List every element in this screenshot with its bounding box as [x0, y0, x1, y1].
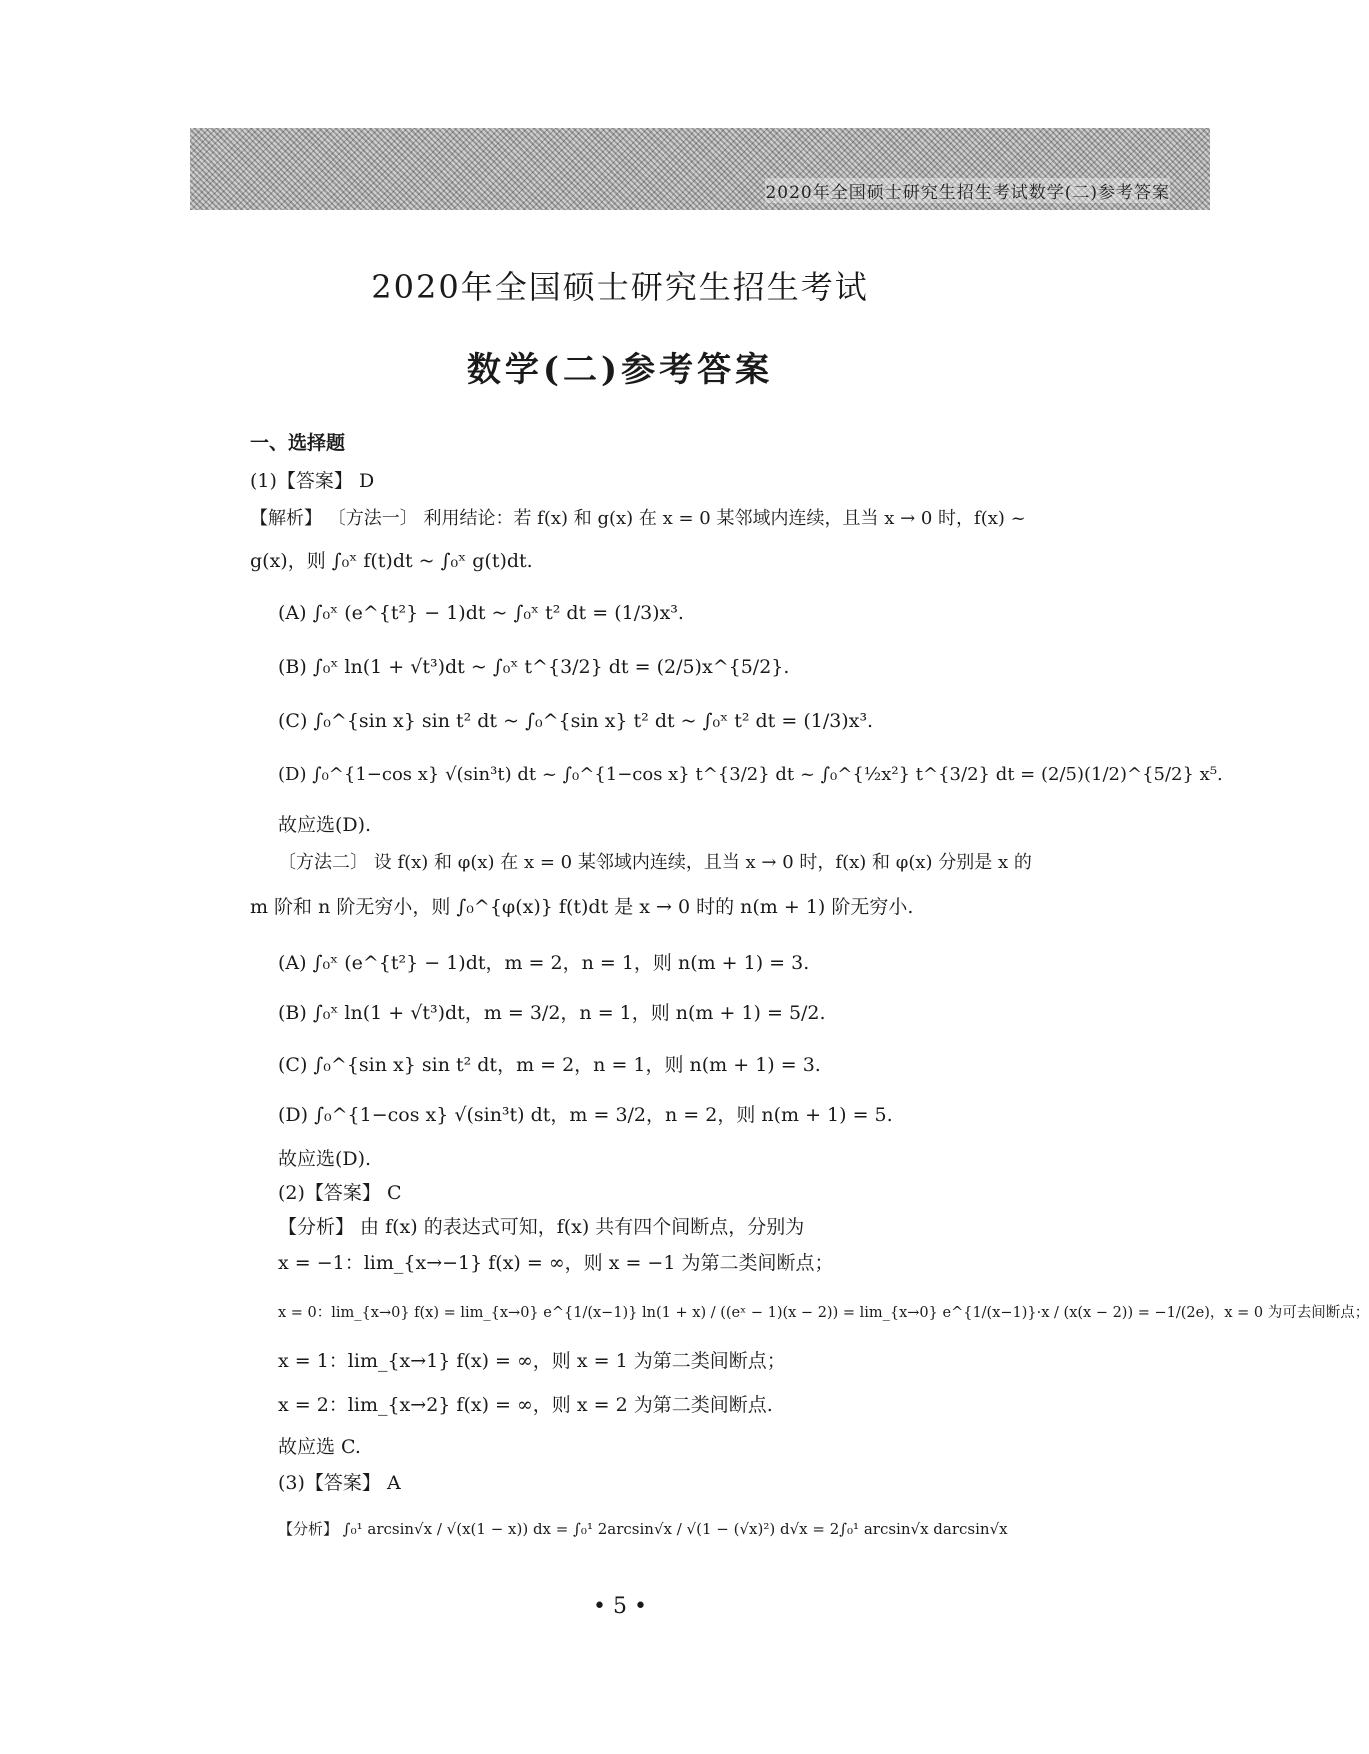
analysis-line: g(x)，则 ∫₀ˣ f(t)dt ~ ∫₀ˣ g(t)dt. — [250, 550, 533, 572]
formula-line: x = 1：lim_{x→1} f(x) = ∞，则 x = 1 为第二类间断点； — [278, 1350, 786, 1372]
answer-line: (3)【答案】 A — [278, 1472, 401, 1494]
formula-line: x = 2：lim_{x→2} f(x) = ∞，则 x = 2 为第二类间断点. — [278, 1394, 773, 1416]
running-header: 2020年全国硕士研究生招生考试数学(二)参考答案 — [765, 178, 1170, 203]
exam-title: 2020年全国硕士研究生招生考试 — [371, 268, 869, 306]
formula-line: (A) ∫₀ˣ (e^{t²} − 1)dt ~ ∫₀ˣ t² dt = (1/3)x³. — [278, 602, 684, 624]
formula-line: (C) ∫₀^{sin x} sin t² dt ~ ∫₀^{sin x} t² dt ~ ∫₀ˣ t² dt = (1/3)x³. — [278, 710, 874, 732]
exam-subtitle: 数学(二)参考答案 — [466, 350, 774, 390]
formula-line: (B) ∫₀ˣ ln(1 + √t³)dt ~ ∫₀ˣ t^{3/2} dt = (2/5)x^{5/2}. — [278, 656, 790, 678]
method-two-line: m 阶和 n 阶无穷小，则 ∫₀^{φ(x)} f(t)dt 是 x → 0 时的 n(m + 1) 阶无穷小. — [250, 896, 914, 918]
formula-line: 【分析】 ∫₀¹ arcsin√x / √(x(1 − x)) dx = ∫₀¹ 2arcsin√x / √(1 − (√x)²) d√x = 2∫₀¹ arcsin√x darcsin√x — [278, 1520, 1008, 1538]
conclusion-line: 故应选(D). — [278, 1148, 372, 1170]
answer-line: (1)【答案】 D — [250, 470, 375, 492]
formula-line: (D) ∫₀^{1−cos x} √(sin³t) dt，m = 3/2，n = 2，则 n(m + 1) = 5. — [278, 1104, 893, 1126]
answer-line: (2)【答案】 C — [278, 1182, 402, 1204]
page-number: • 5 • — [593, 1594, 647, 1619]
section-heading: 一、选择题 — [250, 432, 346, 454]
formula-line: (C) ∫₀^{sin x} sin t² dt，m = 2，n = 1，则 n(m + 1) = 3. — [278, 1054, 821, 1076]
header-band — [190, 128, 1210, 210]
analysis-line: 【解析】 〔方法一〕 利用结论：若 f(x) 和 g(x) 在 x = 0 某邻域内连续，且当 x → 0 时，f(x) ~ — [250, 508, 1026, 529]
formula-line: (B) ∫₀ˣ ln(1 + √t³)dt，m = 3/2，n = 1，则 n(m + 1) = 5/2. — [278, 1002, 826, 1024]
conclusion-line: 故应选(D). — [278, 814, 372, 836]
conclusion-line: 故应选 C. — [278, 1436, 361, 1458]
method-two-line: 〔方法二〕 设 f(x) 和 φ(x) 在 x = 0 某邻域内连续，且当 x → 0 时，f(x) 和 φ(x) 分别是 x 的 — [278, 852, 1032, 873]
formula-line: x = −1：lim_{x→−1} f(x) = ∞，则 x = −1 为第二类间断点； — [278, 1252, 834, 1274]
formula-line: x = 0：lim_{x→0} f(x) = lim_{x→0} e^{1/(x−1)} ln(1 + x) / ((eˣ − 1)(x − 2)) = lim_{x→0} e^{1/(x−1)}·x / (x(x − 2)) = −1/(2e)，x = 0 为可去间断点； — [278, 1305, 1369, 1321]
formula-line: (D) ∫₀^{1−cos x} √(sin³t) dt ~ ∫₀^{1−cos x} t^{3/2} dt ~ ∫₀^{½x²} t^{3/2} dt = (2/5)(1/2)^{5/2} x⁵. — [278, 764, 1223, 785]
analysis-line: 【分析】 由 f(x) 的表达式可知，f(x) 共有四个间断点，分别为 — [278, 1216, 805, 1238]
formula-line: (A) ∫₀ˣ (e^{t²} − 1)dt，m = 2，n = 1，则 n(m + 1) = 3. — [278, 952, 810, 974]
